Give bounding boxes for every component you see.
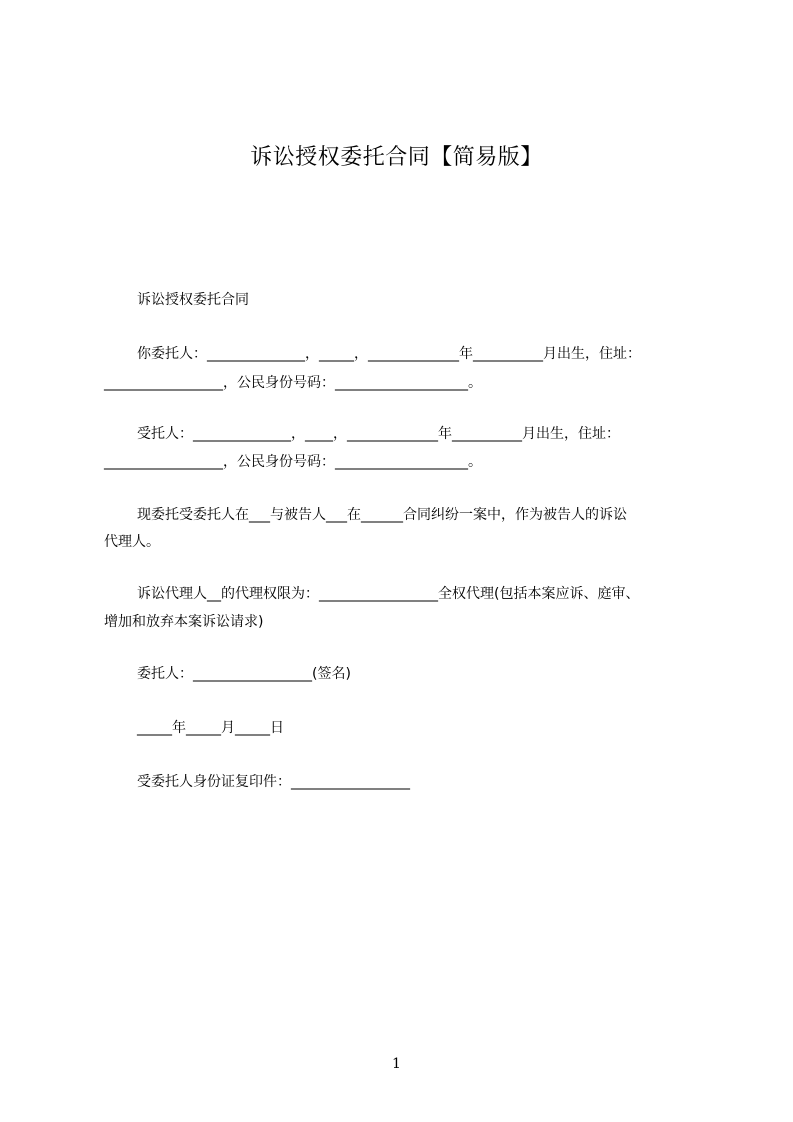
principal-line-1: 你委托人：______________，_____，_____________年__________月出生，住址： — [137, 346, 641, 362]
document-title: 诉讼授权委托合同【简易版】 — [250, 145, 543, 170]
principal-signature-line: 委托人：_________________(签名) — [137, 666, 351, 682]
date-line: _____年_____月_____日 — [137, 720, 284, 736]
agent-line-1: 受托人：______________，____，_____________年__________月出生，住址： — [137, 426, 620, 442]
contract-heading: 诉讼授权委托合同 — [137, 292, 249, 308]
principal-line-2: _________________，公民身份号码：___________________。 — [104, 375, 482, 391]
mandate-line-1: 现委托受委托人在___与被告人___在______合同纠纷一案中，作为被告人的诉讼 — [137, 507, 627, 523]
mandate-line-2: 代理人。 — [104, 534, 160, 550]
agent-line-2: _________________，公民身份号码：___________________。 — [104, 454, 482, 470]
page-number: 1 — [392, 1056, 401, 1072]
authority-line-1: 诉讼代理人__的代理权限为：_________________全权代理(包括本案应诉、庭审、 — [137, 586, 640, 602]
id-copy-line: 受委托人身份证复印件：_________________ — [137, 774, 410, 790]
authority-line-2: 增加和放弃本案诉讼请求) — [104, 614, 264, 630]
